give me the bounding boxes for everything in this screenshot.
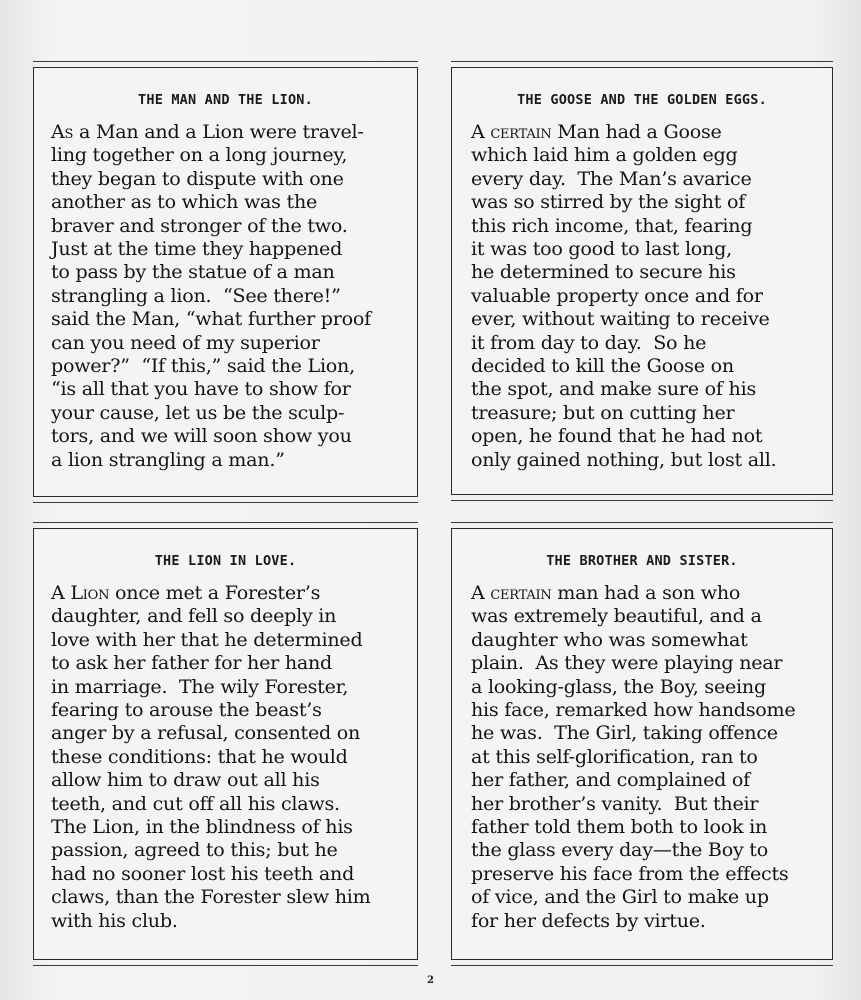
fable-lead-words: A certain [471, 581, 552, 604]
fable-text [471, 581, 818, 932]
fable-text [51, 120, 401, 471]
fable-body: once met a Forester’s daughter, and fell so deeply in love with her that he determined to ask her father for her hand in marriage. The wily Forester, fearing to arouse the beast’s anger by a refusal, consented on these conditions: that he would allow him to draw out all his teeth, and cut off all his claws. The Lion, in the blindness of his passion, agreed to this; but he had no sooner lost his teeth and claws, than the Forester slew him with his club. [51, 581, 371, 932]
fable-text [51, 581, 401, 932]
fable-panel-brother-and-sister [451, 528, 833, 960]
fable-body: man had a son who was extremely beautiful, and a daughter who was somewhat plain. As they were playing near a looking-glass, the Boy, seeing his face, remarked how handsome he was. The Girl, taking offence at this self-glorification, ran to her father, and complained of her brother’s vanity. But their father told them both to look in the glass every day—the Boy to preserve his face from the effects of vice, and the Girl to make up for her defects by virtue. [471, 581, 796, 932]
page-number: 2 [427, 975, 434, 986]
fable-text [471, 120, 818, 471]
fable-lead-words: A Lion [51, 581, 110, 604]
fable-panel-lion-in-love [33, 528, 418, 960]
fable-title: THE MAN AND THE LION. [138, 92, 313, 108]
fable-body: a Man and a Lion were travel- ling together on a long journey, they began to dispute with one another as to which was the braver and stronger of the two. Just at the time they happened to pass by the statue of a man strangling a lion. “See there!” said the Man, “what further proof can you need of my superior power?” “If this,” said the Lion, “is all that you have to show for your cause, let us be the sculp- tors, and we will soon show you a lion strangling a man.” [51, 120, 371, 471]
fable-panel-man-and-lion [33, 67, 418, 497]
fable-lead-words: As [51, 120, 74, 143]
fable-title: THE BROTHER AND SISTER. [546, 553, 738, 569]
fable-body: Man had a Goose which laid him a golden egg every day. The Man’s avarice was so stirred by the sight of this rich income, that, fearing it was too good to last long, he determined to secure his valuable property once and for ever, without waiting to receive it from day to day. So he decided to kill the Goose on the spot, and make sure of his treasure; but on cutting her open, he found that he had not only gained nothing, but lost all. [471, 120, 777, 471]
fable-lead-words: A certain [471, 120, 552, 143]
fable-title: THE GOOSE AND THE GOLDEN EGGS. [517, 92, 767, 108]
fable-title: THE LION IN LOVE. [154, 553, 297, 569]
fable-panel-goose-golden-eggs [451, 67, 833, 495]
